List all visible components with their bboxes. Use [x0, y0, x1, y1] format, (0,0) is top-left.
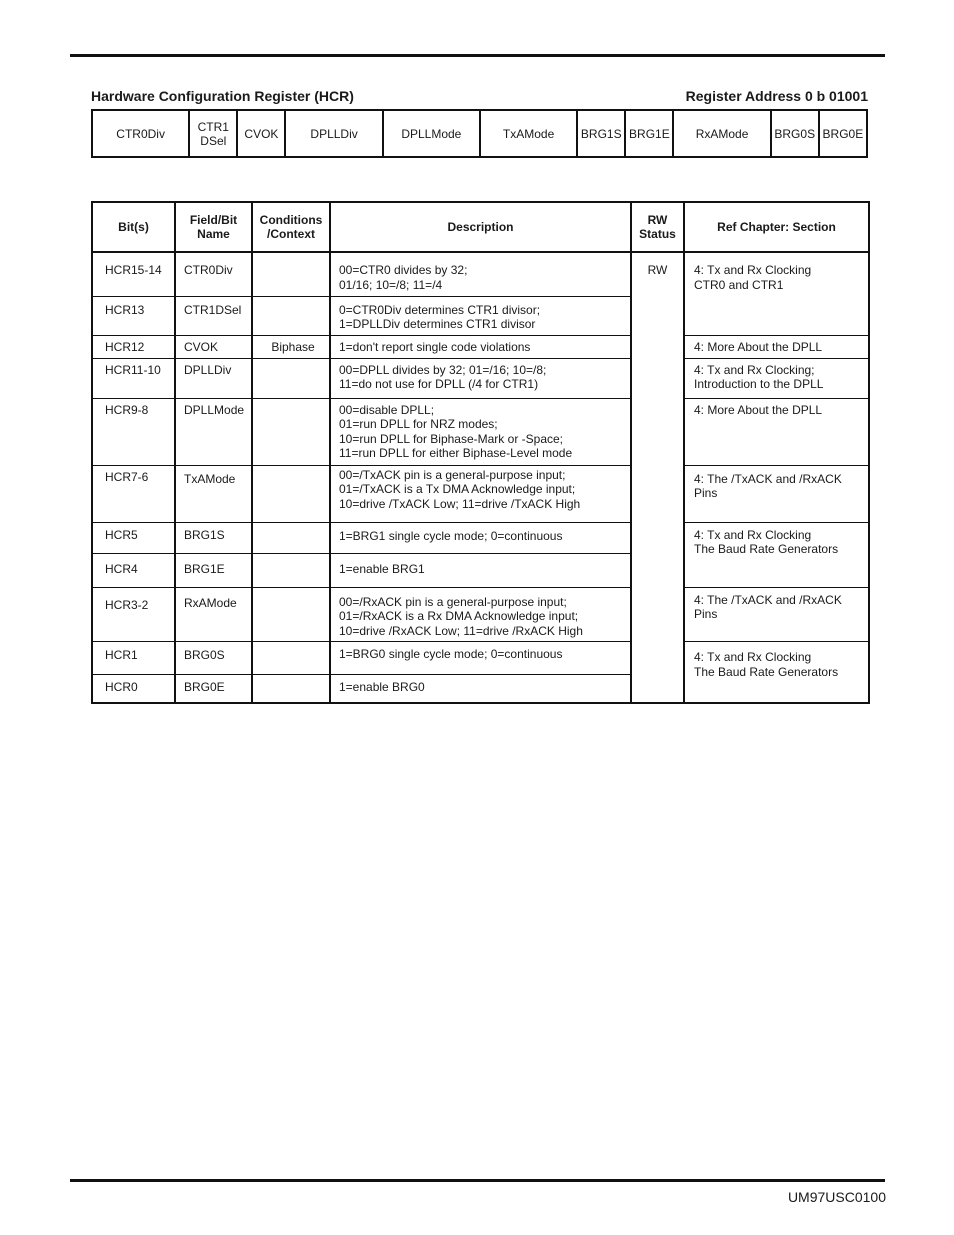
row-field-name: CVOK	[175, 335, 252, 358]
register-field-map	[91, 109, 868, 158]
register-header	[91, 88, 868, 106]
header-description: Description	[330, 202, 631, 252]
table-row	[92, 358, 869, 398]
row-bits: HCR15-14	[92, 252, 175, 296]
row-description: 1=BRG0 single cycle mode; 0=continuous	[330, 642, 631, 675]
register-title: Hardware Configuration Register (HCR)	[91, 88, 354, 104]
row-bits: HCR1	[92, 642, 175, 675]
ref-section: 4: More About the DPLL	[684, 335, 869, 358]
row-description: 1=enable BRG0	[330, 675, 631, 703]
table-row	[92, 252, 869, 296]
row-description: 00=CTR0 divides by 32; 01/16; 10=/8; 11=/4	[330, 252, 631, 296]
header-bits: Bit(s)	[92, 202, 175, 252]
field-cvok: CVOK	[237, 110, 285, 157]
row-description: 0=CTR0Div determines CTR1 divisor; 1=DPLLDiv determines CTR1 divisor	[330, 296, 631, 335]
row-condition	[252, 522, 330, 553]
header-ref-chapter: Ref Chapter: Section	[684, 202, 869, 252]
ref-section: 4: The /TxACK and /RxACK Pins	[684, 465, 869, 522]
row-field-name: DPLLDiv	[175, 358, 252, 398]
row-condition	[252, 587, 330, 642]
ref-section: 4: Tx and Rx Clocking CTR0 and CTR1	[684, 252, 869, 335]
table-row	[92, 398, 869, 465]
ref-section: 4: Tx and Rx Clocking; Introduction to the DPLL	[684, 358, 869, 398]
field-txamode: TxAMode	[480, 110, 577, 157]
row-field-name: BRG1S	[175, 522, 252, 553]
row-condition	[252, 252, 330, 296]
row-bits: HCR3-2	[92, 587, 175, 642]
table-row	[92, 642, 869, 675]
row-condition: Biphase	[252, 335, 330, 358]
row-field-name: BRG1E	[175, 553, 252, 587]
row-bits: HCR4	[92, 553, 175, 587]
table-row	[92, 335, 869, 358]
row-field-name: DPLLMode	[175, 398, 252, 465]
header-rw-status: RW Status	[631, 202, 684, 252]
field-dplldiv: DPLLDiv	[285, 110, 382, 157]
row-bits: HCR11-10	[92, 358, 175, 398]
row-condition	[252, 642, 330, 675]
field-ctr1dsel: CTR1 DSel	[189, 110, 237, 157]
field-brg0e: BRG0E	[819, 110, 867, 157]
field-dpllmode: DPLLMode	[383, 110, 480, 157]
bottom-rule	[70, 1179, 885, 1182]
row-field-name: TxAMode	[175, 465, 252, 522]
register-address: Register Address 0 b 01001	[685, 88, 868, 104]
row-condition	[252, 465, 330, 522]
row-field-name: CTR0Div	[175, 252, 252, 296]
table-row	[92, 465, 869, 522]
row-field-name: BRG0E	[175, 675, 252, 703]
document-id: UM97USC0100	[787, 1189, 886, 1205]
ref-section: 4: More About the DPLL	[684, 398, 869, 465]
header-conditions: Conditions /Context	[252, 202, 330, 252]
table-row	[92, 587, 869, 642]
row-description: 1=enable BRG1	[330, 553, 631, 587]
row-condition	[252, 398, 330, 465]
row-description: 1=don't report single code violations	[330, 335, 631, 358]
row-condition	[252, 553, 330, 587]
field-brg1s: BRG1S	[577, 110, 625, 157]
header-field-name: Field/Bit Name	[175, 202, 252, 252]
row-description: 00=DPLL divides by 32; 01=/16; 10=/8; 11=do not use for DPLL (/4 for CTR1)	[330, 358, 631, 398]
row-description: 00=/TxACK pin is a general-purpose input; 01=/TxACK is a Tx DMA Acknowledge input; 10=drive /TxACK Low; 11=drive /TxACK High	[330, 465, 631, 522]
row-bits: HCR7-6	[92, 465, 175, 522]
row-description: 1=BRG1 single cycle mode; 0=continuous	[330, 522, 631, 553]
row-bits: HCR9-8	[92, 398, 175, 465]
field-ctr0div: CTR0Div	[92, 110, 189, 157]
table-row	[92, 522, 869, 553]
row-field-name: CTR1DSel	[175, 296, 252, 335]
row-condition	[252, 358, 330, 398]
ref-section: 4: Tx and Rx Clocking The Baud Rate Generators	[684, 522, 869, 587]
row-description: 00=/RxACK pin is a general-purpose input; 01=/RxACK is a Rx DMA Acknowledge input; 10=drive /RxACK Low; 11=drive /RxACK High	[330, 587, 631, 642]
top-rule	[70, 54, 885, 57]
ref-section: 4: Tx and Rx Clocking The Baud Rate Generators	[684, 642, 869, 703]
row-bits: HCR12	[92, 335, 175, 358]
row-bits: HCR13	[92, 296, 175, 335]
bit-description-table	[91, 201, 870, 704]
rw-status: RW	[631, 252, 684, 703]
field-rxamode: RxAMode	[673, 110, 770, 157]
row-condition	[252, 296, 330, 335]
row-description: 00=disable DPLL; 01=run DPLL for NRZ modes; 10=run DPLL for Biphase-Mark or -Space; 11=run DPLL for either Biphase-Level mode	[330, 398, 631, 465]
field-brg1e: BRG1E	[625, 110, 673, 157]
field-brg0s: BRG0S	[771, 110, 819, 157]
row-bits: HCR0	[92, 675, 175, 703]
ref-section: 4: The /TxACK and /RxACK Pins	[684, 587, 869, 642]
row-field-name: RxAMode	[175, 587, 252, 642]
row-field-name: BRG0S	[175, 642, 252, 675]
row-bits: HCR5	[92, 522, 175, 553]
row-condition	[252, 675, 330, 703]
